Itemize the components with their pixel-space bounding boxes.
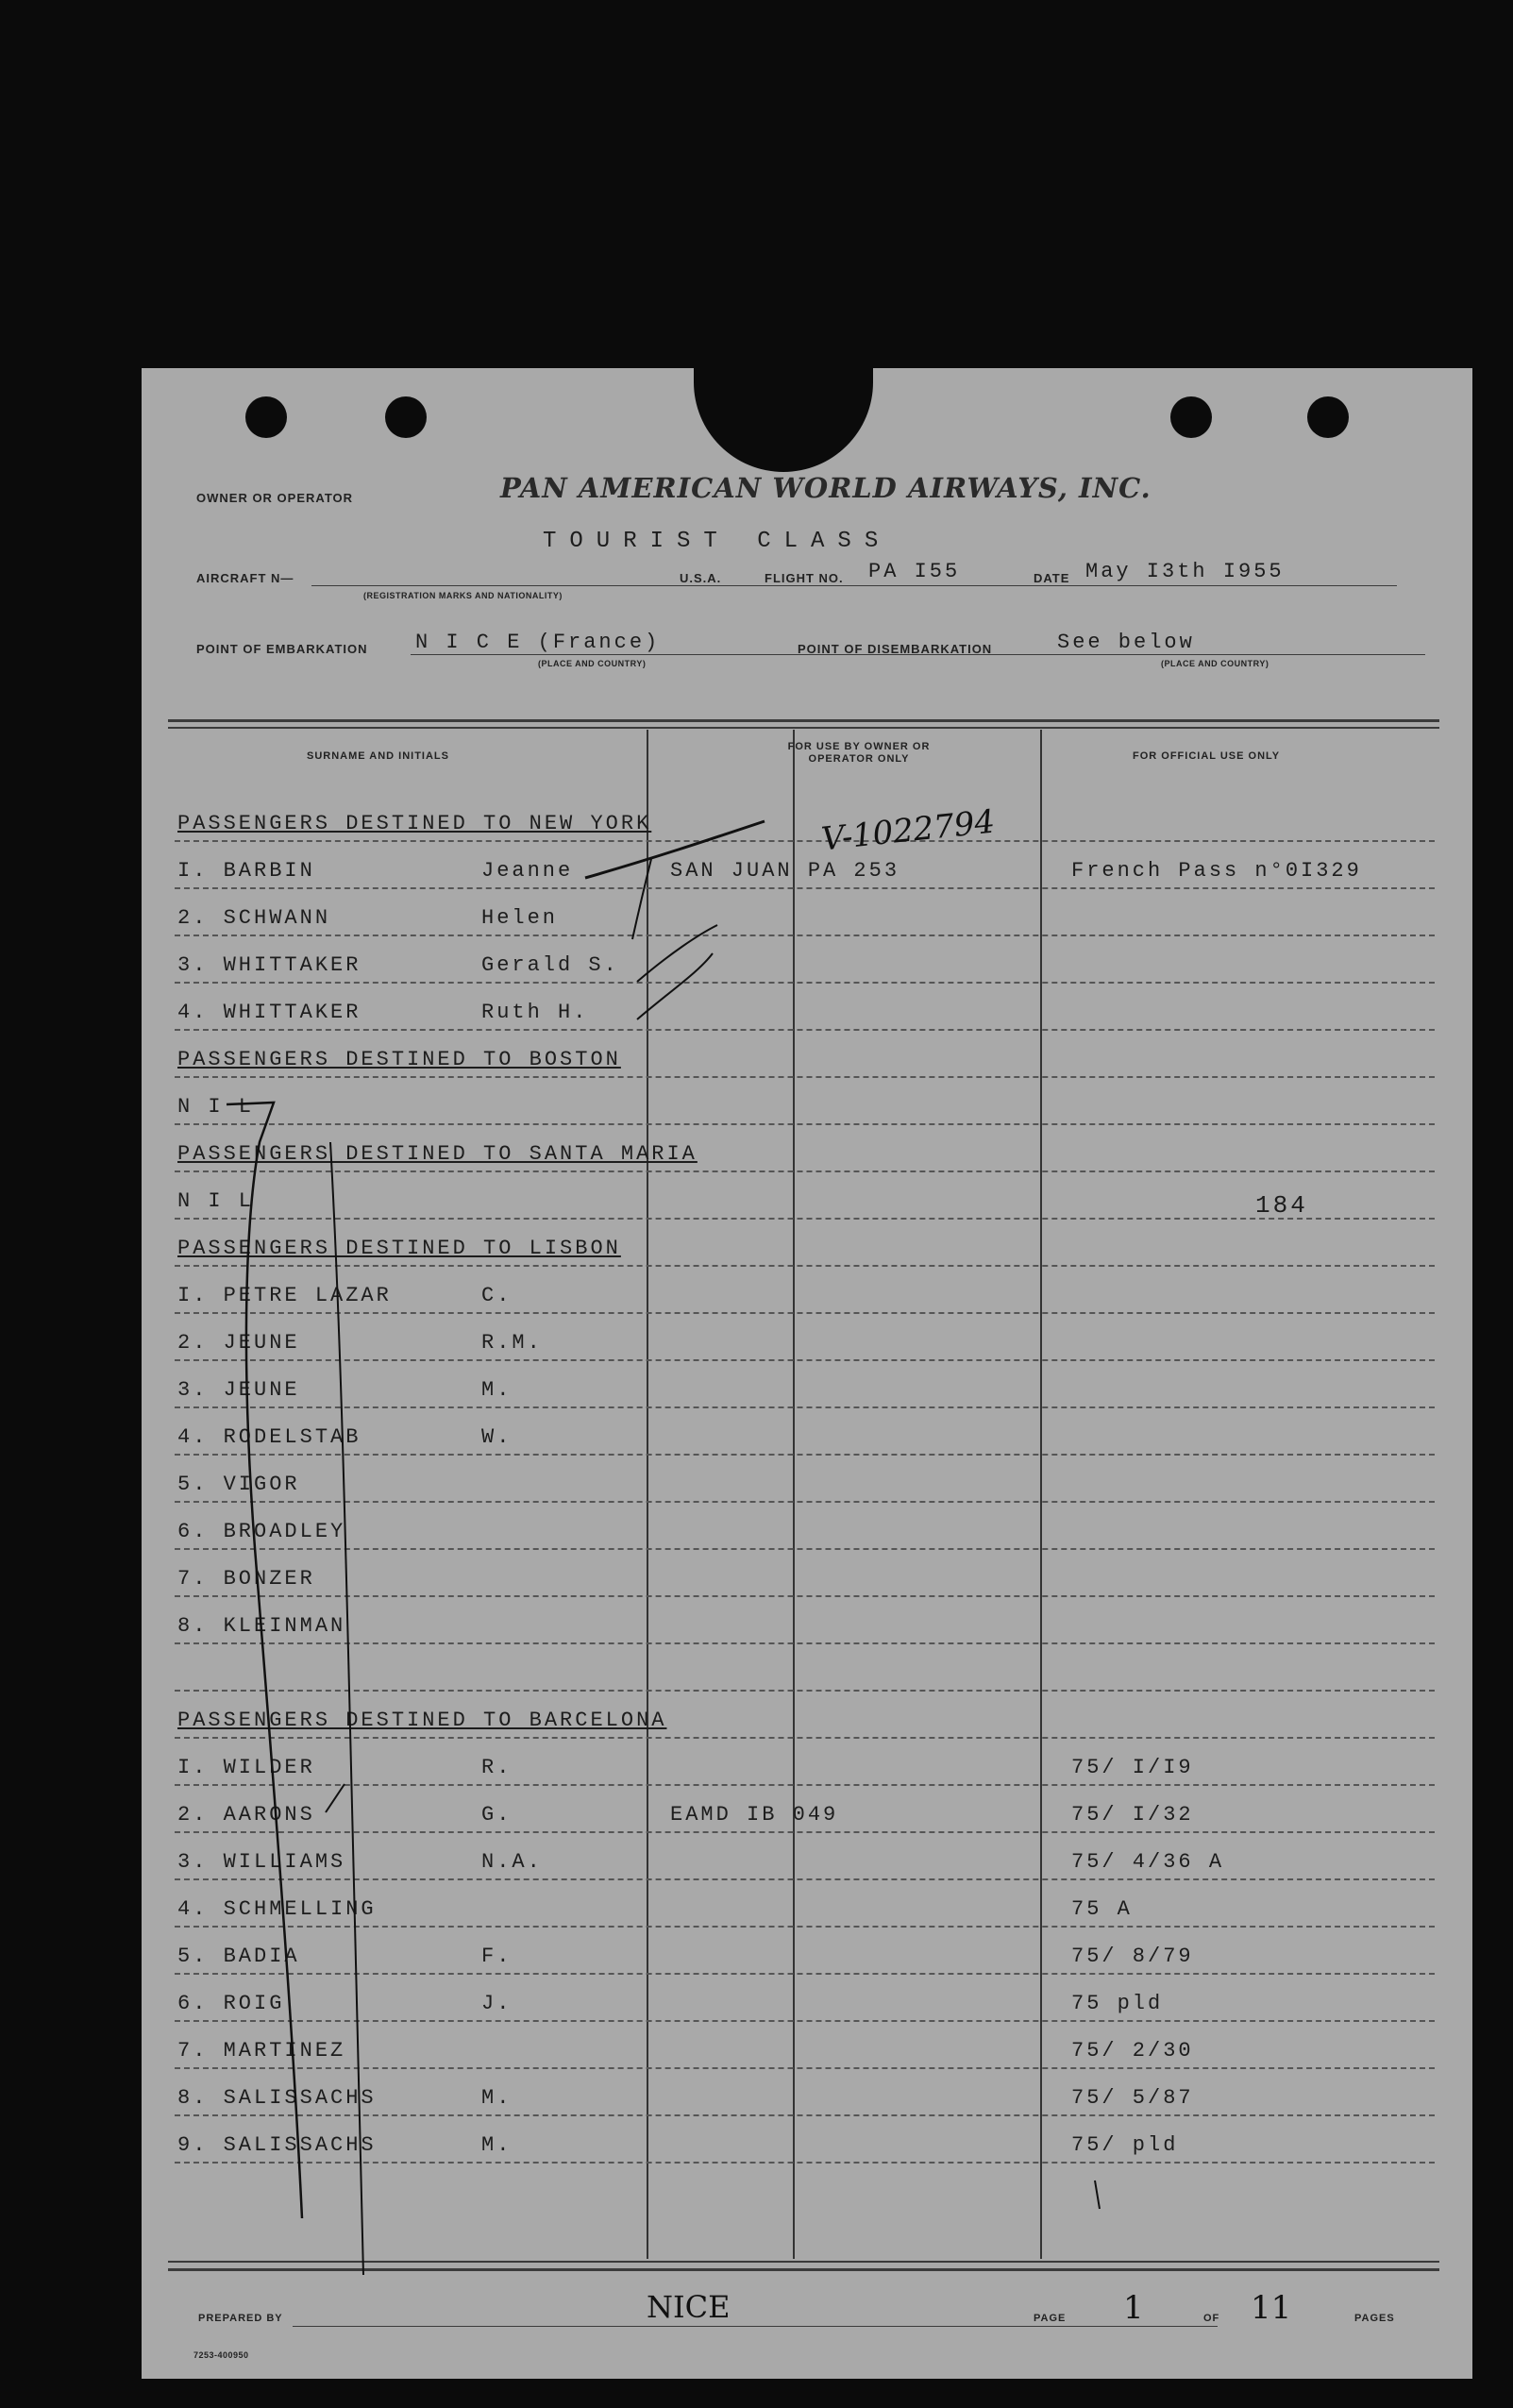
- passenger-surname: 4. WHITTAKER: [177, 1001, 361, 1024]
- passenger-surname: PASSENGERS DESTINED TO LISBON: [177, 1237, 621, 1260]
- place-note: (PLACE AND COUNTRY): [538, 659, 647, 668]
- usa-label: U.S.A.: [680, 571, 722, 585]
- passenger-surname: N I L: [177, 1189, 255, 1213]
- official-use-entry: 75/ I/I9: [1071, 1756, 1194, 1779]
- passenger-surname: 8. KLEINMAN: [177, 1614, 346, 1638]
- passenger-initials: M.: [481, 2086, 513, 2110]
- official-use-entry: 75/ 2/30: [1071, 2039, 1194, 2063]
- handwritten-visa: V-1022794: [819, 802, 997, 859]
- prepared-label: PREPARED BY: [198, 2313, 283, 2324]
- passenger-initials: N.A.: [481, 1850, 543, 1874]
- flight-date: May I3th I955: [1085, 560, 1285, 583]
- passenger-initials: R.: [481, 1756, 513, 1779]
- owner-use-entry: EAMD IB 049: [670, 1803, 839, 1827]
- registration-note: (REGISTRATION MARKS AND NATIONALITY): [363, 591, 563, 600]
- passenger-initials: F.: [481, 1945, 513, 1968]
- passenger-surname: 7. BONZER: [177, 1567, 315, 1591]
- passenger-surname: 8. SALISSACHS: [177, 2086, 377, 2110]
- official-use-entry: 75/ I/32: [1071, 1803, 1194, 1827]
- passenger-surname: 6. ROIG: [177, 1992, 285, 2015]
- embarkation-place: N I C E (France): [415, 631, 661, 654]
- official-use-entry: 75/ pld: [1071, 2133, 1179, 2157]
- prepared-city: NICE: [647, 2289, 731, 2325]
- passenger-surname: 2. AARONS: [177, 1803, 315, 1827]
- official-use-entry: 75/ 8/79: [1071, 1945, 1194, 1968]
- date-label: DATE: [1034, 571, 1070, 585]
- embarkation-label: POINT OF EMBARKATION: [196, 642, 368, 656]
- passenger-surname: 6. BROADLEY: [177, 1520, 346, 1543]
- passenger-surname: 3. WHITTAKER: [177, 953, 361, 977]
- passenger-initials: G.: [481, 1803, 513, 1827]
- page-label: PAGE: [1034, 2313, 1067, 2324]
- official-use-entry: 75/ 5/87: [1071, 2086, 1194, 2110]
- manifest-sheet: [142, 368, 1472, 2379]
- handwritten-marks: [142, 368, 1472, 2379]
- prepared-line: [293, 2326, 1218, 2327]
- flight-number: PA I55: [868, 560, 961, 583]
- passenger-initials: W.: [481, 1425, 513, 1449]
- class-label: TOURIST CLASS: [543, 529, 892, 554]
- passenger-surname: PASSENGERS DESTINED TO BARCELONA: [177, 1709, 667, 1732]
- passenger-surname: 2. SCHWANN: [177, 906, 331, 930]
- owner-label: OWNER OR OPERATOR: [196, 491, 354, 505]
- col-surname: SURNAME AND INITIALS: [307, 750, 449, 762]
- passenger-surname: 3. WILLIAMS: [177, 1850, 346, 1874]
- passenger-surname: 5. VIGOR: [177, 1473, 300, 1496]
- passenger-initials: C.: [481, 1284, 513, 1307]
- passenger-initials: M.: [481, 1378, 513, 1402]
- owner-use-entry: SAN JUAN PA 253: [670, 859, 900, 883]
- passenger-initials: Ruth H.: [481, 1001, 589, 1024]
- handwritten-number: 184: [1255, 1191, 1308, 1220]
- place-note-2: (PLACE AND COUNTRY): [1161, 659, 1269, 668]
- passenger-surname: 4. RODELSTAB: [177, 1425, 361, 1449]
- pages-label: PAGES: [1354, 2313, 1395, 2324]
- passenger-initials: M.: [481, 2133, 513, 2157]
- passenger-initials: Helen: [481, 906, 559, 930]
- airline-name: PAN AMERICAN WORLD AIRWAYS, INC.: [500, 472, 1152, 504]
- passenger-surname: 9. SALISSACHS: [177, 2133, 377, 2157]
- official-use-entry: 75 pld: [1071, 1992, 1164, 2015]
- disembarkation-label: POINT OF DISEMBARKATION: [798, 642, 993, 656]
- passenger-surname: 2. JEUNE: [177, 1331, 300, 1355]
- flight-label: FLIGHT NO.: [765, 571, 844, 585]
- official-use-entry: 75 A: [1071, 1897, 1133, 1921]
- passenger-surname: 4. SCHMELLING: [177, 1897, 377, 1921]
- form-number: 7253-400950: [193, 2350, 249, 2360]
- col-official: FOR OFFICIAL USE ONLY: [1133, 750, 1281, 762]
- passenger-surname: N I L: [177, 1095, 255, 1119]
- col-owner: FOR USE BY OWNER OR OPERATOR ONLY: [787, 741, 931, 765]
- passenger-surname: 5. BADIA: [177, 1945, 300, 1968]
- passenger-initials: J.: [481, 1992, 513, 2015]
- of-label: OF: [1203, 2313, 1220, 2324]
- passenger-initials: Gerald S.: [481, 953, 619, 977]
- total-pages: 11: [1251, 2289, 1292, 2327]
- passenger-surname: PASSENGERS DESTINED TO BOSTON: [177, 1048, 621, 1071]
- disembarkation-place: See below: [1057, 631, 1195, 654]
- passenger-surname: I. PETRE LAZAR: [177, 1284, 392, 1307]
- passenger-surname: I. BARBIN: [177, 859, 315, 883]
- passenger-initials: Jeanne: [481, 859, 574, 883]
- official-use-entry: French Pass n°0I329: [1071, 859, 1362, 883]
- official-use-entry: 75/ 4/36 A: [1071, 1850, 1225, 1874]
- passenger-surname: 3. JEUNE: [177, 1378, 300, 1402]
- passenger-surname: PASSENGERS DESTINED TO SANTA MARIA: [177, 1142, 698, 1166]
- passenger-surname: PASSENGERS DESTINED TO NEW YORK: [177, 812, 652, 835]
- passenger-surname: I. WILDER: [177, 1756, 315, 1779]
- aircraft-label: AIRCRAFT N—: [196, 571, 294, 585]
- passenger-initials: R.M.: [481, 1331, 543, 1355]
- page-number: 1: [1123, 2289, 1144, 2327]
- passenger-surname: 7. MARTINEZ: [177, 2039, 346, 2063]
